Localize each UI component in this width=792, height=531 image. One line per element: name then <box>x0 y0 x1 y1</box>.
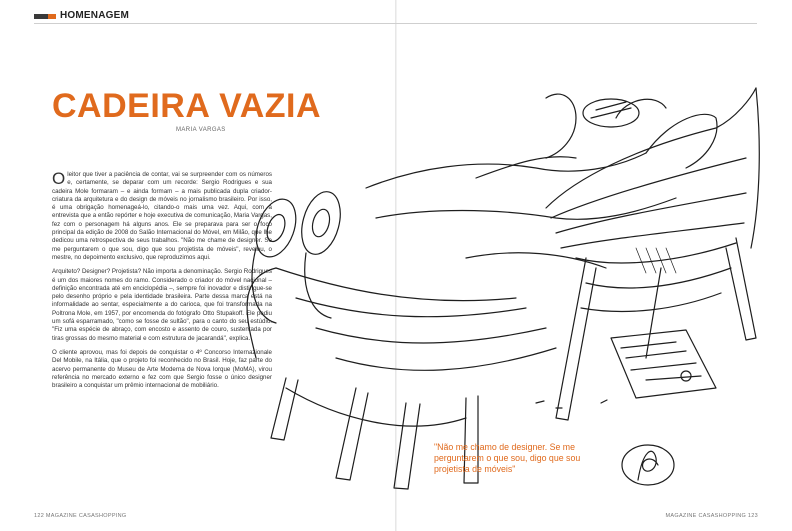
article-author: MARIA VARGAS <box>176 127 226 133</box>
paragraph-2: Arquiteto? Designer? Projetista? Não importa a denominação. Sergio Rodrigues é um dos maiores nomes do ramo. Considerado o criador do móvel nacional – definição encontrada até em enciclopédia –, sempre foi inovador e distingue-se pelo desenho próprio e pela identidade brasileira. Parte dessa marca está na informalidade ao sentar, especialmente a do carioca, que foi transformada na Poltrona Mole, em 1957, por encomenda do fotógrafo Otto Stupakoff. Ele pediu um sofá esparramado, "como se fosse de sultão", para o canto do seu estúdio. "Fiz uma espécie de abraço, com encosto e assento de couro, sustentada por tiras grossas do mesmo material e com estrutura de jacarandá", explica. <box>52 268 272 342</box>
armchair-sketch-illustration <box>216 58 776 498</box>
folio-left: 122 MAGAZINE CASASHOPPING <box>34 513 127 519</box>
section-divider <box>34 23 757 24</box>
section-label: HOMENAGEM <box>60 10 130 21</box>
paragraph-text: leitor que tiver a paciência de contar, vai se surpreender com os números e, certamente, se deparar com um recorde: Sergio Rodrigues e sua cadeira Mole formaram – e ainda formam – a mais publicada dupla criador-criatura da arquitetura e do design de móveis no jornalismo brasileiro. Por isso, é uma obrigação homenageá-lo, citando-o mais uma vez. Aqui, com a entrevista que a então repórter e hoje executiva de comunicação, Maria Vargas, fez com o personagem há alguns anos. Ele se preparava para ser o foco principal da edição de 2008 do Salão Internacional do Móvel, em Milão, que lhe dedicou uma retrospectiva de seus trabalhos. "Não me chame de designer. Se me perguntarem o que sou, digo que sou projetista de móveis", revelou, o mestre, no depoimento exclusivo, que reproduzimos aqui. <box>52 171 272 261</box>
artist-signature <box>618 440 678 490</box>
dropcap: O <box>52 169 66 188</box>
paragraph-3: O cliente aprovou, mas foi depois de conquistar o 4º Concorso Internazionale Del Mobile, na Itália, que o projeto foi reconhecido no Brasil. Hoje, faz parte do acervo permanente do Museu de Arte Moderna de Nova Iorque (MoMA), virou referência no mercado externo e fez com que Sergio fosse o único designer brasileiro a conquistar um prêmio internacional de mobiliário. <box>52 348 272 390</box>
folio-right: MAGAZINE CASASHOPPING 123 <box>665 513 758 519</box>
article-title: CADEIRA VAZIA <box>52 87 322 125</box>
section-marker <box>34 14 56 19</box>
pull-quote: "Não me chamo de designer. Se me perguntarem o que sou, digo que sou projetista de móveis" <box>434 442 581 474</box>
